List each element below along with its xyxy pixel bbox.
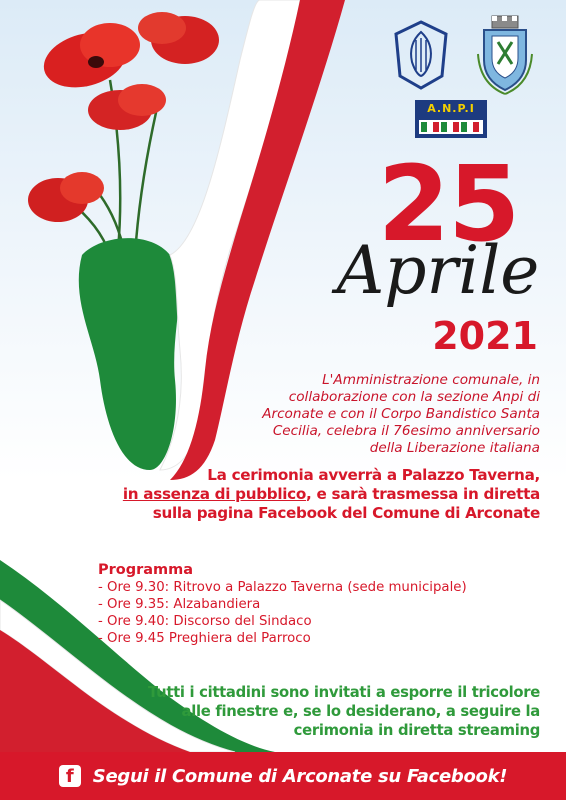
poppy-flower-4 (138, 12, 219, 64)
date-month: Aprile (336, 232, 540, 309)
date-day: 25 (377, 143, 519, 265)
intro-line: della Liberazione italiana (369, 440, 540, 456)
program-item: - Ore 9.35: Alzabandiera (98, 597, 261, 612)
facebook-footer-banner[interactable] (0, 752, 566, 800)
ceremony-line-rest: , e sarà trasmessa in diretta (306, 485, 540, 503)
intro-line: L'Amministrazione comunale, in (322, 372, 540, 388)
facebook-icon: f (59, 765, 81, 787)
ceremony-line: sulla pagina Facebook del Comune di Arconate (152, 504, 540, 522)
ceremony-line (60, 485, 540, 504)
no-public-emphasis: in assenza di pubblico (122, 485, 307, 503)
program-item: - Ore 9.30: Ritrovo a Palazzo Taverna (sede municipale) (98, 580, 467, 595)
ceremony-notice (60, 466, 540, 523)
coat-of-arms-icon (470, 14, 540, 98)
intro-paragraph (250, 372, 540, 457)
anpi-logo (415, 100, 487, 138)
facebook-follow-text: Segui il Comune di Arconate su Facebook! (92, 765, 508, 787)
program-title: Programma (98, 562, 194, 578)
ceremony-line: La cerimonia avverrà a Palazzo Taverna, (207, 466, 540, 484)
invite-line: Tutti i cittadini sono invitati a esporre il tricolore (147, 684, 540, 701)
intro-line: Cecilia, celebra il 76esimo anniversario (272, 423, 540, 439)
program-section (98, 562, 528, 647)
invite-line: cerimonia in diretta streaming (293, 722, 540, 739)
program-item: - Ore 9.40: Discorso del Sindaco (98, 614, 312, 629)
intro-line: collaborazione con la sezione Anpi di (288, 389, 540, 405)
band-emblem-icon (390, 18, 452, 92)
invite-line: alle finestre e, se lo desiderano, a seguire la (181, 703, 540, 720)
intro-line: Arconate e con il Corpo Bandistico Santa (262, 406, 540, 422)
citizens-invitation (70, 683, 540, 740)
date-year: 2021 (432, 314, 538, 358)
program-item: - Ore 9.45 Preghiera del Parroco (98, 631, 311, 646)
poppy-flower-3 (28, 172, 104, 222)
ribbon-green-band (79, 238, 179, 470)
poppy-flower-1 (38, 23, 140, 96)
anpi-label: A.N.P.I (427, 102, 475, 115)
